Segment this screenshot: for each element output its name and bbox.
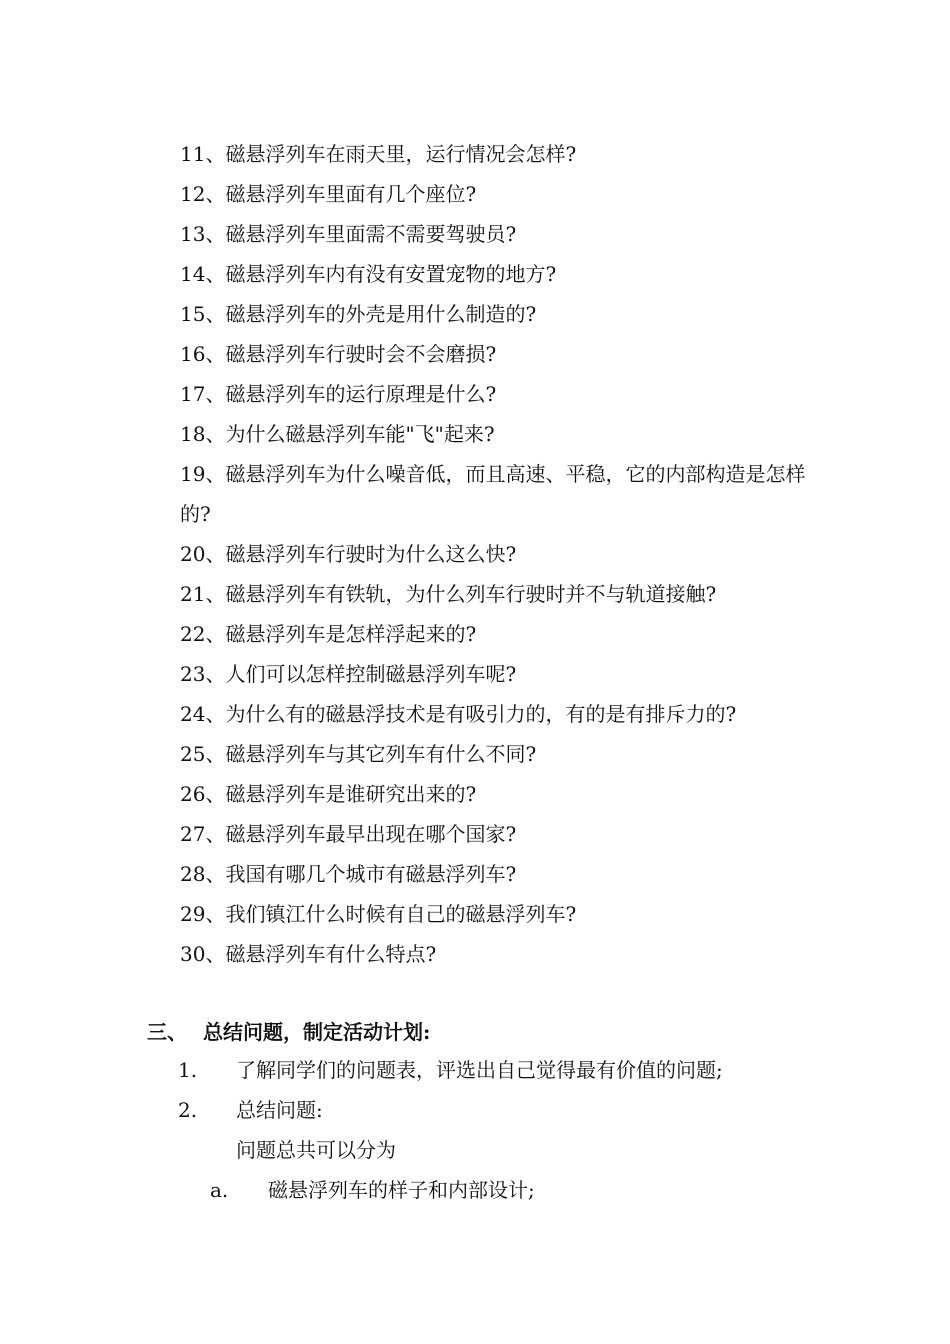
question-item: 19、磁悬浮列车为什么噪音低，而且高速、平稳，它的内部构造是怎样的?: [180, 462, 806, 526]
question-item: 23、人们可以怎样控制磁悬浮列车呢?: [180, 662, 517, 686]
question-item: 18、为什么磁悬浮列车能"飞"起来?: [180, 422, 495, 446]
step-text: 总结问题:: [236, 1098, 323, 1122]
section-title: 总结问题，制定活动计划:: [203, 1020, 431, 1044]
question-item: 14、磁悬浮列车内有没有安置宠物的地方?: [180, 262, 557, 286]
question-item: 15、磁悬浮列车的外壳是用什么制造的?: [180, 302, 537, 326]
step-note: 问题总共可以分为: [236, 1138, 396, 1162]
question-item: 27、磁悬浮列车最早出现在哪个国家?: [180, 822, 517, 846]
section-heading: [147, 1012, 430, 1052]
question-item: 11、磁悬浮列车在雨天里，运行情况会怎样?: [180, 142, 577, 166]
question-item: 21、磁悬浮列车有铁轨，为什么列车行驶时并不与轨道接触?: [180, 582, 717, 606]
question-item: 22、磁悬浮列车是怎样浮起来的?: [180, 622, 477, 646]
question-item: 28、我国有哪几个城市有磁悬浮列车?: [180, 862, 517, 886]
question-item: 17、磁悬浮列车的运行原理是什么?: [180, 382, 497, 406]
step-item: [178, 1090, 838, 1130]
section-number: 三、: [147, 1020, 187, 1044]
question-item: 24、为什么有的磁悬浮技术是有吸引力的，有的是有排斥力的?: [180, 702, 737, 726]
question-item: 29、我们镇江什么时候有自己的磁悬浮列车?: [180, 902, 577, 926]
step-index: 2.: [178, 1098, 198, 1122]
question-list: [180, 134, 820, 974]
step-index: 1.: [178, 1058, 198, 1082]
step-text: 了解同学们的问题表，评选出自己觉得最有价值的问题;: [236, 1058, 723, 1082]
category-text: 磁悬浮列车的样子和内部设计;: [268, 1178, 535, 1202]
category-index: a.: [210, 1178, 229, 1202]
question-item: 30、磁悬浮列车有什么特点?: [180, 942, 437, 966]
question-item: 20、磁悬浮列车行驶时为什么这么快?: [180, 542, 517, 566]
step-list: [178, 1050, 838, 1210]
question-item: 25、磁悬浮列车与其它列车有什么不同?: [180, 742, 537, 766]
step-item: [178, 1050, 838, 1090]
question-item: 26、磁悬浮列车是谁研究出来的?: [180, 782, 477, 806]
question-item: 13、磁悬浮列车里面需不需要驾驶员?: [180, 222, 517, 246]
question-item: 16、磁悬浮列车行驶时会不会磨损?: [180, 342, 497, 366]
category-item: [178, 1170, 838, 1210]
question-item: 12、磁悬浮列车里面有几个座位?: [180, 182, 477, 206]
